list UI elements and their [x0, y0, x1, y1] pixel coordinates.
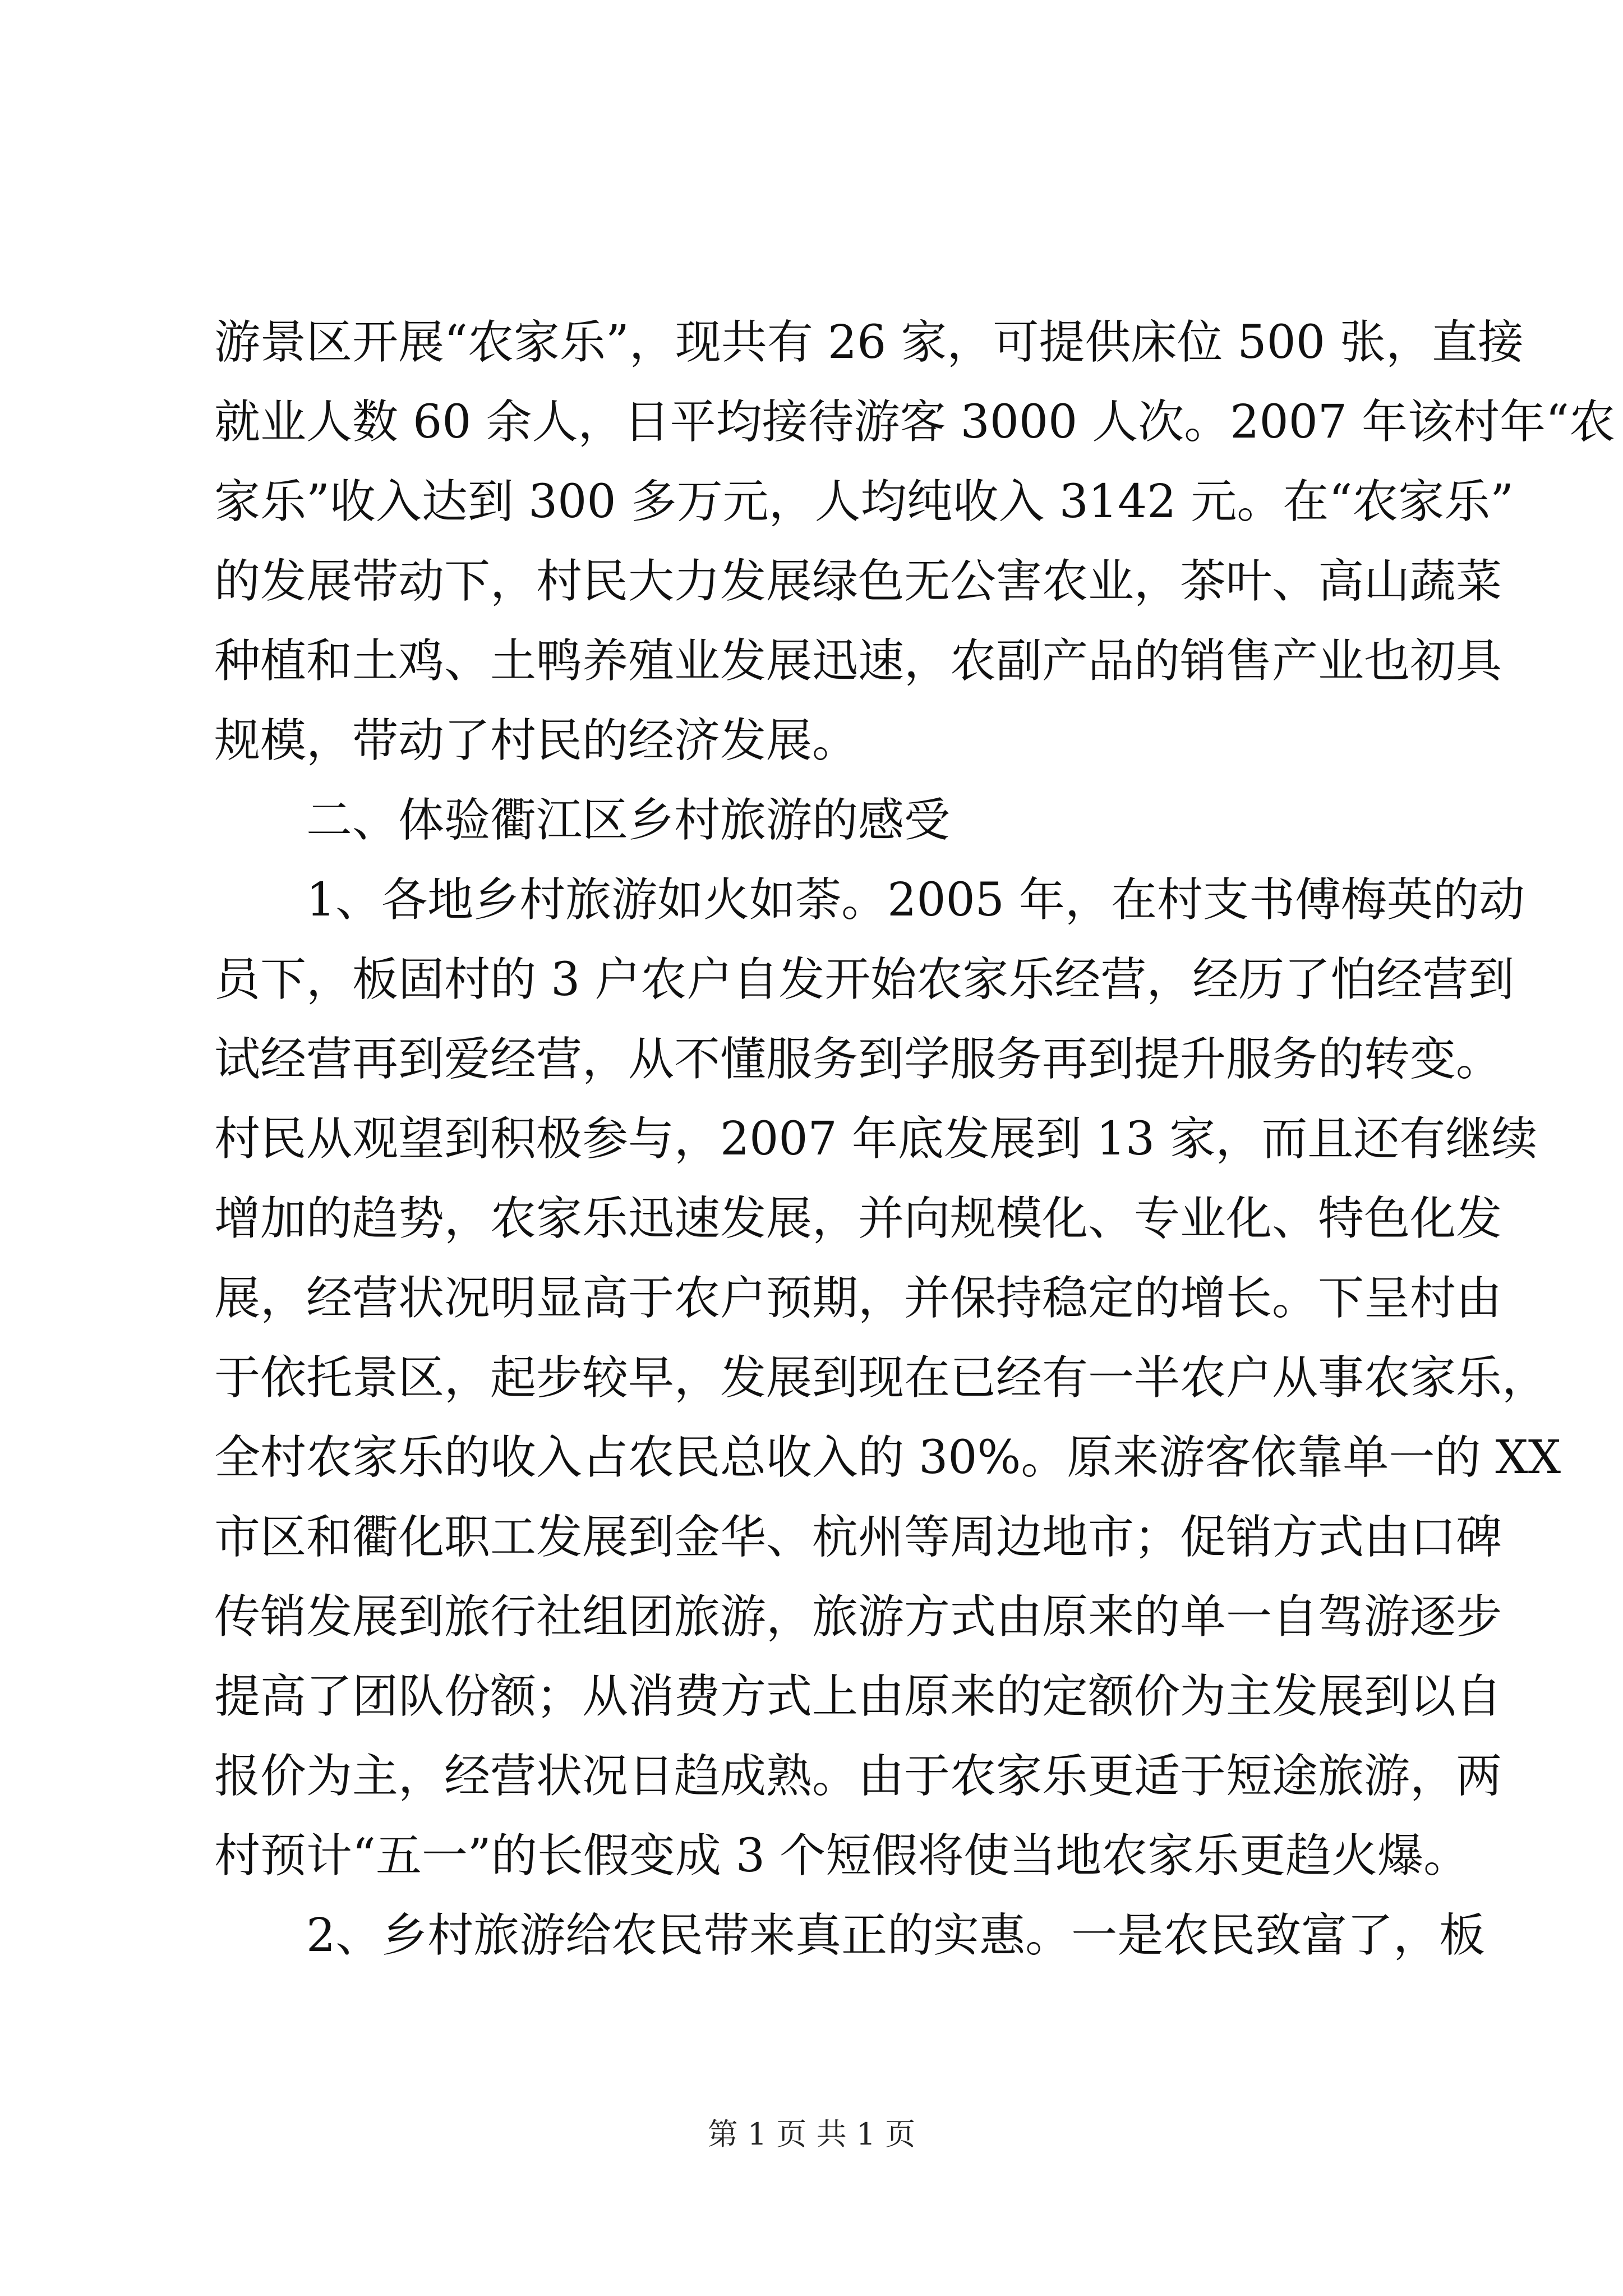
document-body	[214, 303, 1615, 1976]
text-line: 游景区开展“农家乐”，现共有 26 家，可提供床位 500 张，直接	[214, 316, 1524, 369]
page-footer: 第 1 页 共 1 页	[707, 2116, 916, 2152]
text-line: 村预计“五一”的长假变成 3 个短假将使当地农家乐更趋火爆。	[214, 1829, 1470, 1883]
text-line: 市区和衢化职工发展到金华、杭州等周边地市；促销方式由口碑	[214, 1511, 1502, 1564]
text-line: 员下，板固村的 3 户农户自发开始农家乐经营，经历了怕经营到	[214, 953, 1515, 1006]
text-line: 1、各地乡村旅游如火如荼。2005 年，在村支书傅梅英的动	[306, 873, 1525, 927]
text-line: 就业人数 60 余人，日平均接待游客 3000 人次。2007 年该村年“农	[214, 395, 1615, 449]
text-line: 家乐”收入达到 300 多万元，人均纯收入 3142 元。在“农家乐”	[214, 475, 1514, 528]
text-line: 提高了团队份额；从消费方式上由原来的定额价为主发展到以自	[214, 1670, 1502, 1723]
text-line: 村民从观望到积极参与，2007 年底发展到 13 家，而且还有继续	[214, 1112, 1538, 1166]
text-line: 种植和土鸡、土鸭养殖业发展迅速，农副产品的销售产业也初具	[214, 634, 1502, 688]
text-line: 规模，带动了村民的经济发展。	[214, 714, 859, 767]
text-line: 增加的趋势，农家乐迅速发展，并向规模化、专业化、特色化发	[214, 1192, 1502, 1245]
text-line: 全村农家乐的收入占农民总收入的 30%。原来游客依靠单一的 XX	[214, 1431, 1561, 1484]
text-line: 的发展带动下，村民大力发展绿色无公害农业，茶叶、高山蔬菜	[214, 555, 1502, 608]
text-line: 展，经营状况明显高于农户预期，并保持稳定的增长。下呈村由	[214, 1272, 1502, 1325]
section-heading: 二、体验衢江区乡村旅游的感受	[306, 794, 951, 847]
text-line: 报价为主，经营状况日趋成熟。由于农家乐更适于短途旅游，两	[214, 1750, 1502, 1803]
text-line: 于依托景区，起步较早，发展到现在已经有一半农户从事农家乐，	[214, 1351, 1548, 1405]
text-line: 试经营再到爱经营，从不懂服务到学服务再到提升服务的转变。	[214, 1033, 1502, 1086]
text-line: 2、乡村旅游给农民带来真正的实惠。一是农民致富了，板	[306, 1909, 1486, 1962]
text-line: 传销发展到旅行社组团旅游，旅游方式由原来的单一自驾游逐步	[214, 1590, 1502, 1644]
